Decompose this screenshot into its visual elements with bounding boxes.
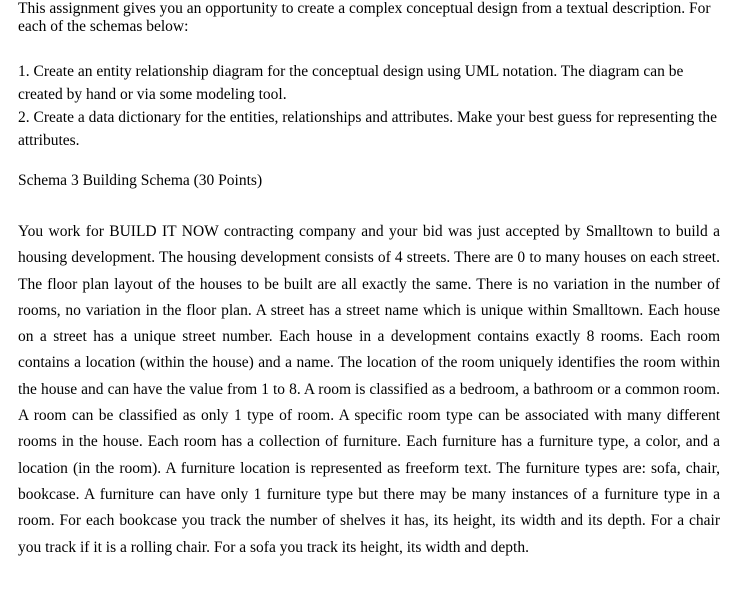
intro-paragraph	[18, 0, 718, 36]
intro-text: This assignment gives you an opportunity to create a complex conceptual design from a textual description. For each of the schemas below:	[18, 0, 711, 35]
schema-title: Schema 3 Building Schema (30 Points)	[18, 172, 263, 189]
task-item-2: 2. Create a data dictionary for the entities, relationships and attributes. Make your best guess for representing the attributes.	[18, 109, 718, 149]
schema-heading	[18, 170, 718, 192]
schema-description	[18, 219, 720, 561]
schema-description-text: You work for BUILD IT NOW contracting company and your bid was just accepted by Smalltown to build a housing development. The housing development consists of 4 streets. There are 0 to many houses on each street. The floor plan layout of the houses to be built are all exactly the same. There is no variation in the number of rooms, no variation in the floor plan. A street has a street name which is unique within Smalltown. Each house on a street has a unique street number. Each house in a development contains exactly 8 rooms. Each room contains a location (within the house) and a name. The location of the room uniquely identifies the room within the house and can have the value from 1 to 8. A room is classified as a bedroom, a bathroom or a common room. A room can be classified as only 1 type of room. A specific room type can be associated with many different rooms in the house. Each room has a collection of furniture. Each furniture has a furniture type, a color, and a location (in the room). A furniture location is represented as freeform text. The furniture types are: sofa, chair, bookcase. A furniture can have only 1 furniture type but there may be many instances of a furniture type in a room. For each bookcase you track the number of shelves it has, its height, its width and its depth. For a chair you track if it is a rolling chair. For a sofa you track its height, its width and depth.	[18, 223, 720, 556]
task-item-1: 1. Create an entity relationship diagram for the conceptual design using UML notation. The diagram can be created by hand or via some modeling tool.	[18, 63, 684, 103]
task-list	[18, 60, 718, 152]
